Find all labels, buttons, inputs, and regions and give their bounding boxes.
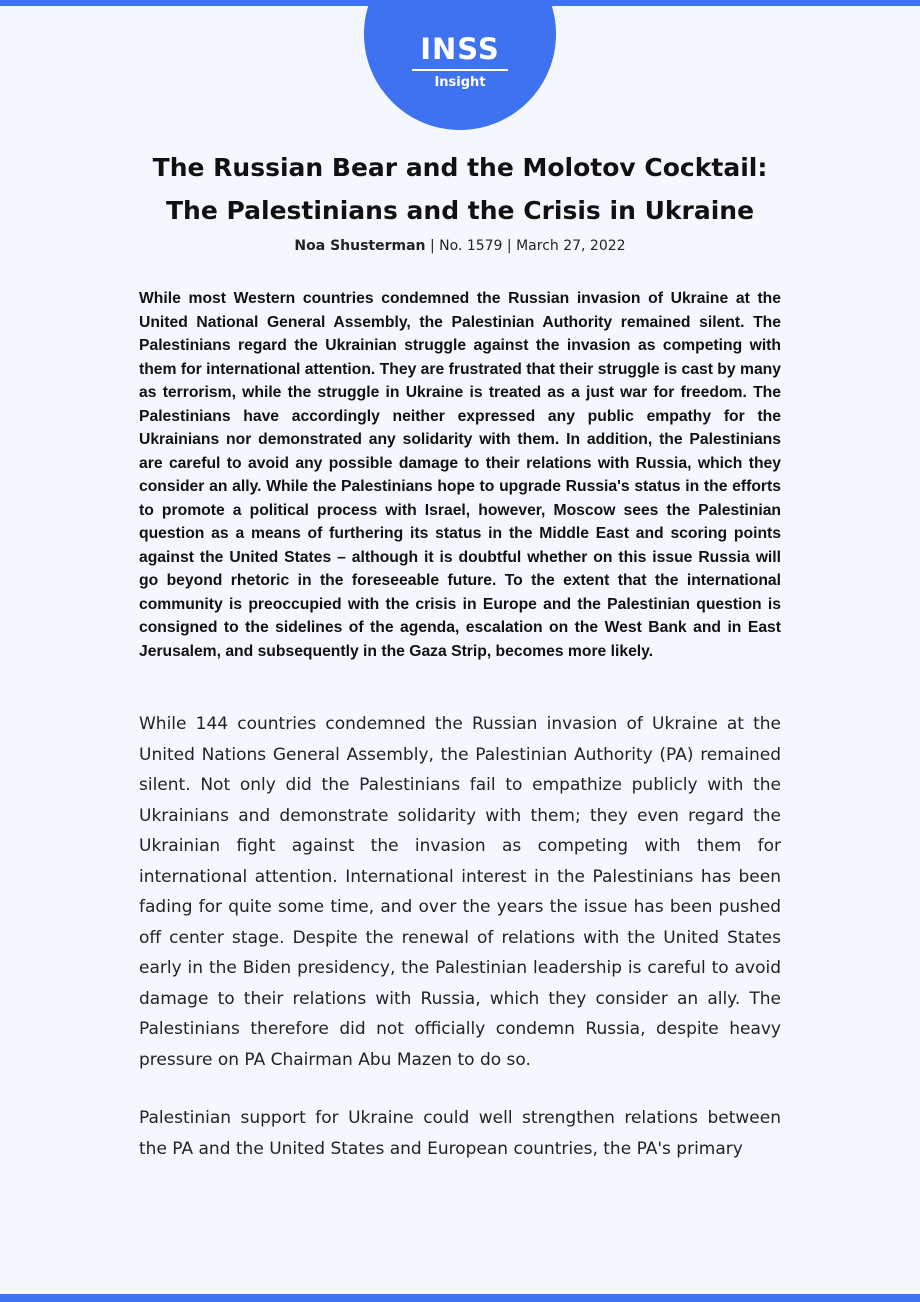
logo-name: INSS xyxy=(420,32,500,66)
article-title xyxy=(100,146,820,232)
bottom-accent-bar xyxy=(0,1294,920,1302)
logo-divider xyxy=(412,69,508,71)
publication-date: March 27, 2022 xyxy=(516,238,626,254)
byline-separator-2: | xyxy=(506,238,512,254)
byline xyxy=(100,236,820,256)
byline-separator: | xyxy=(429,238,435,254)
inss-logo xyxy=(364,0,556,130)
body-paragraph-1: While 144 countries condemned the Russian invasion of Ukraine at the United Nations General Assembly, the Palestinian Authority (PA) remained silent. Not only did the Palestinians fail to empathize publicly with the Ukrainians and demonstrate solidarity with them; they even regard the Ukrainian fight against the invasion as competing with them for international attention. International interest in the Palestinians has been fading for quite some time, and over the years the issue has been pushed off center stage. Despite the renewal of relations with the United States early in the Biden presidency, the Palestinian leadership is careful to avoid damage to their relations with Russia, which they consider an ally. The Palestinians therefore did not officially condemn Russia, despite heavy pressure on PA Chairman Abu Mazen to do so. xyxy=(139,714,781,1070)
issue-number: No. 1579 xyxy=(439,238,503,254)
title-line-2: The Palestinians and the Crisis in Ukraine xyxy=(165,196,755,225)
abstract: While most Western countries condemned the Russian invasion of Ukraine at the United National General Assembly, the Palestinian Authority remained silent. The Palestinians regard the Ukrainian struggle against the invasion as competing with them for international attention. They are frustrated that their struggle is cast by many as terrorism, while the struggle in Ukraine is treated as a just war for freedom. The Palestinians have accordingly neither expressed any public empathy for the Ukrainians nor demonstrated any solidarity with them. In addition, the Palestinians are careful to avoid any possible damage to their relations with Russia, which they consider an ally. While the Palestinians hope to upgrade Russia's status in the efforts to promote a political process with Israel, however, Moscow sees the Palestinian question as a means of furthering its status in the Middle East and scoring points against the United States – although it is doubtful whether on this issue Russia will go beyond rhetoric in the foreseeable future. To the extent that the international community is preoccupied with the crisis in Europe and the Palestinian question is consigned to the sidelines of the agenda, escalation on the West Bank and in East Jerusalem, and subsequently in the Gaza Strip, becomes more likely. xyxy=(139,290,781,660)
body-paragraph-2: Palestinian support for Ukraine could well strengthen relations between the PA and the United States and European countries, the PA's primary xyxy=(139,1108,781,1159)
title-line-1: The Russian Bear and the Molotov Cocktail: xyxy=(152,153,768,182)
logo-subtitle: Insight xyxy=(434,75,486,90)
author-name: Noa Shusterman xyxy=(294,238,426,254)
